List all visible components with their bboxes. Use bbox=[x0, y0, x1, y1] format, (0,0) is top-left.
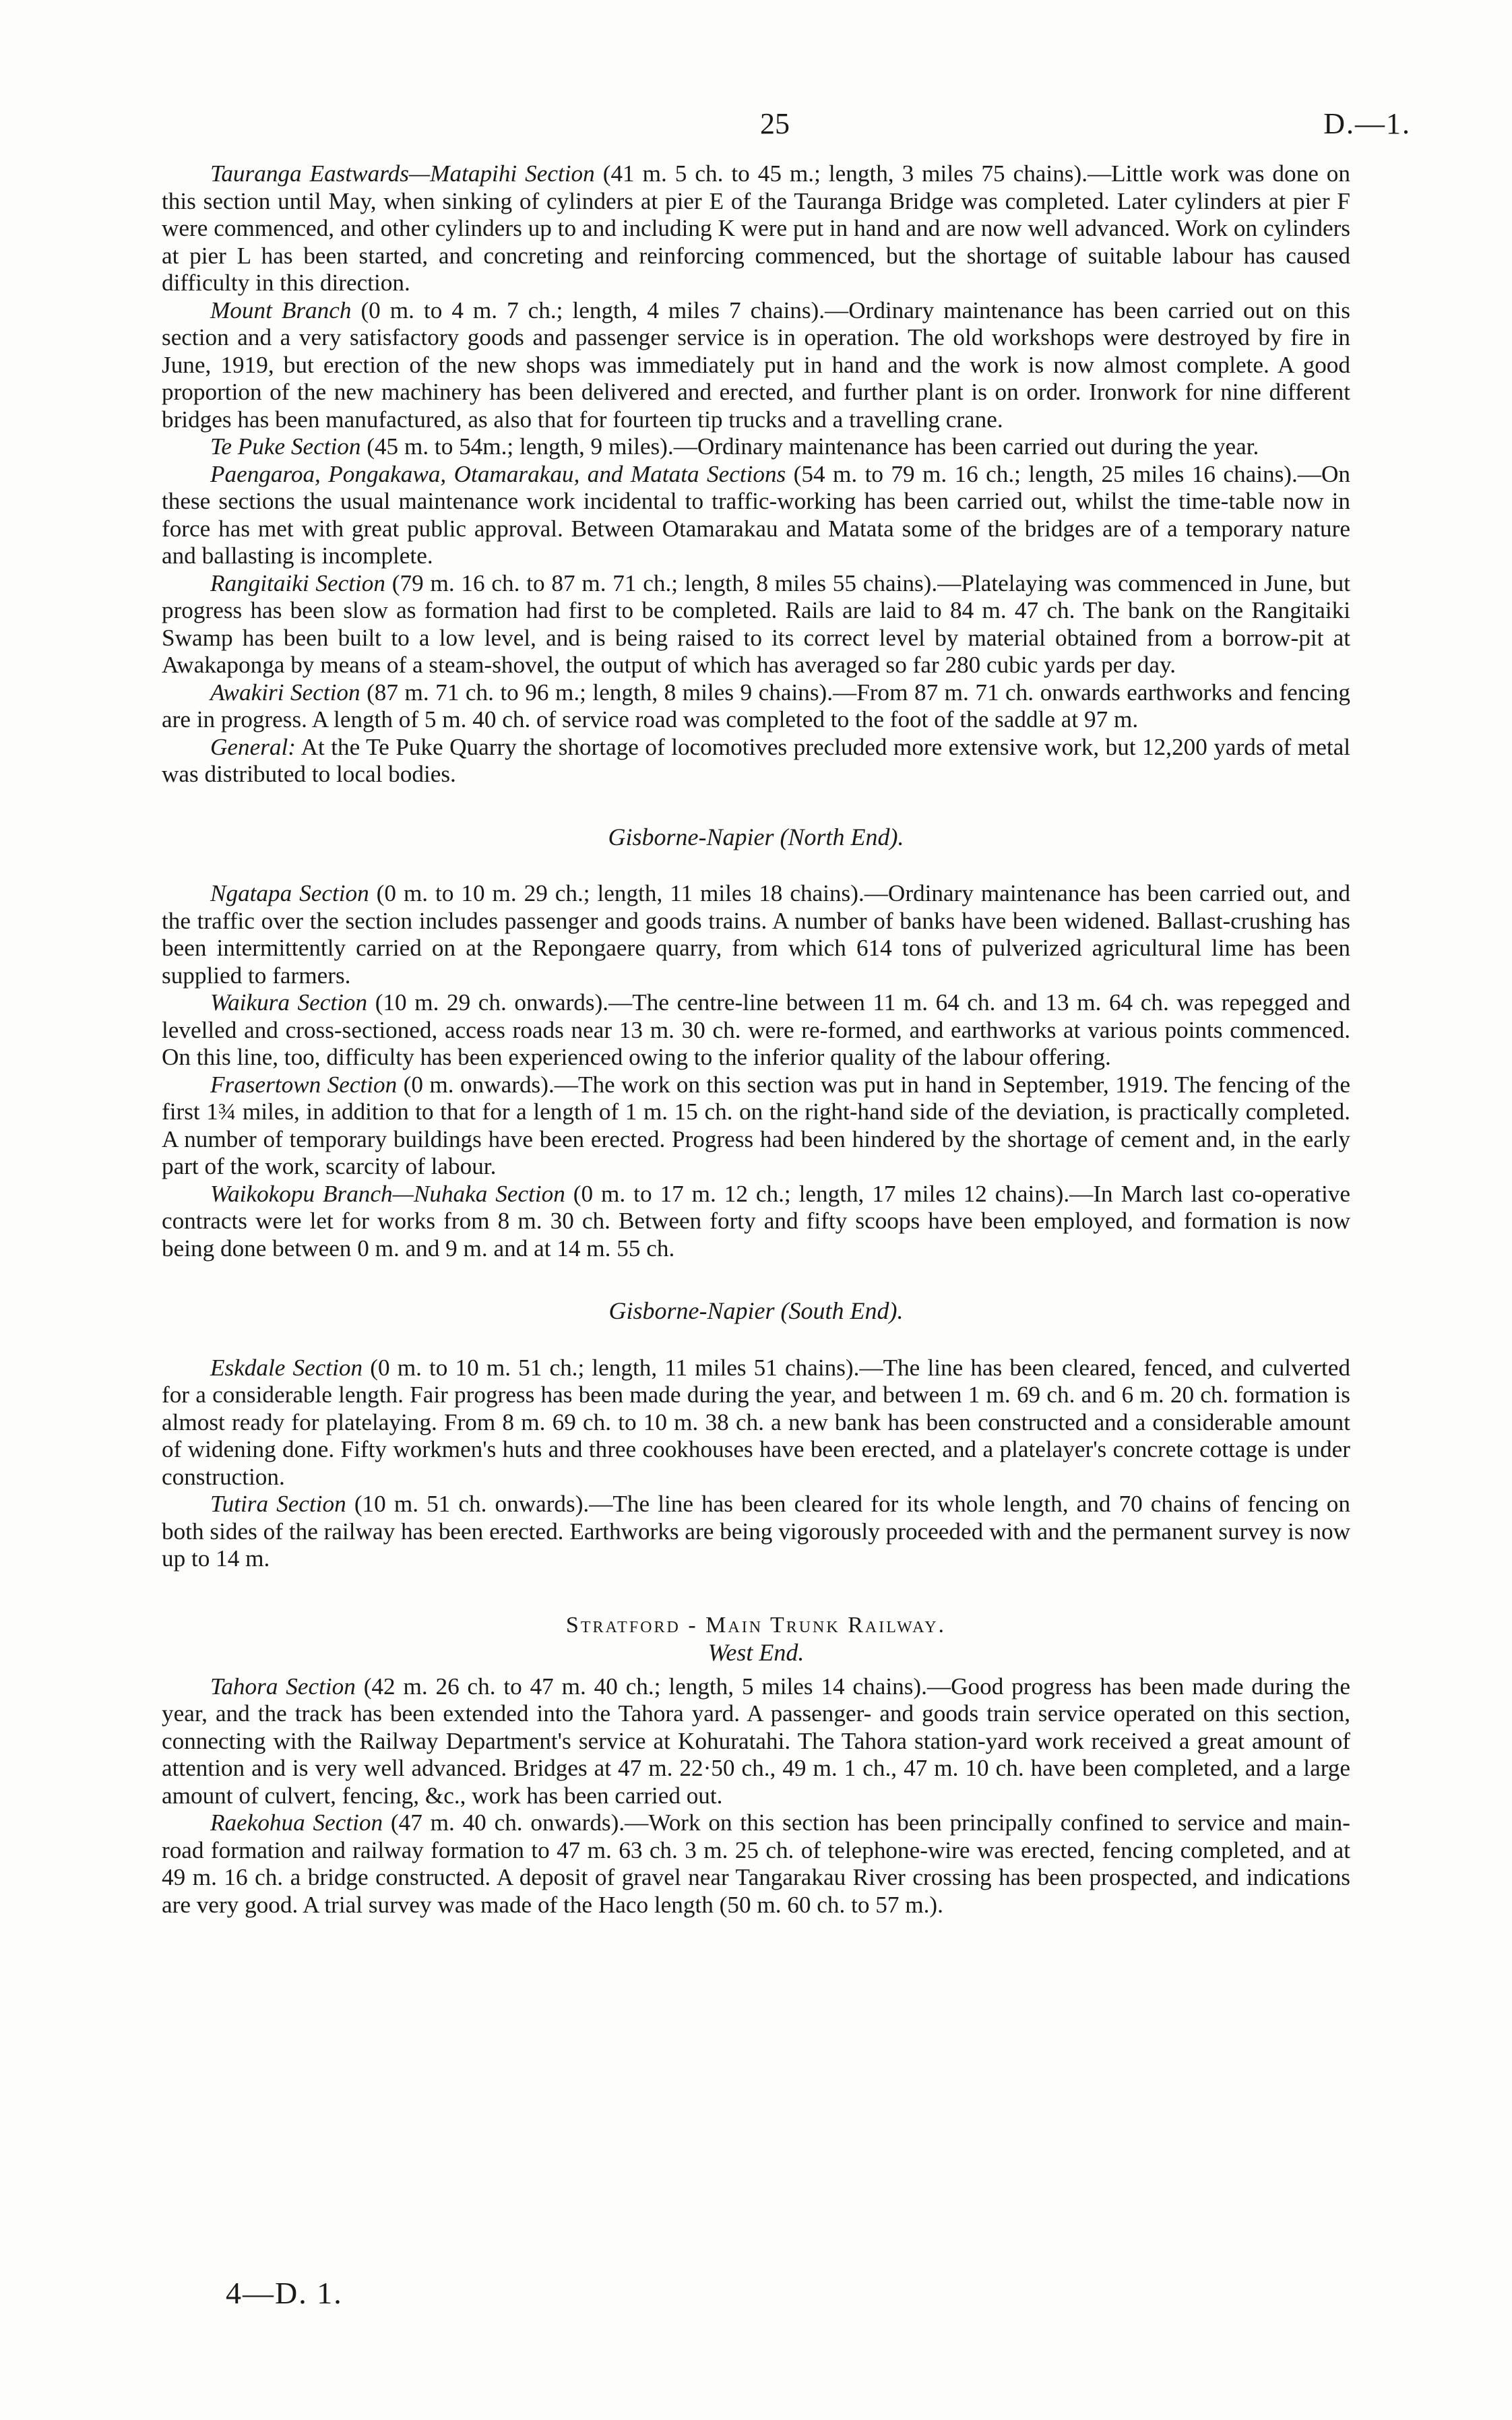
heading-gisborne-south: Gisborne-Napier (South End). bbox=[608, 1297, 904, 1324]
paragraph-text: (45 m. to 54m.; length, 9 miles).—Ordinary maintenance has been carried out during the year. bbox=[360, 433, 1259, 460]
section-title: Eskdale Section bbox=[210, 1354, 363, 1381]
section-title: Tutira Section bbox=[210, 1491, 346, 1517]
paragraph-text: (42 m. 26 ch. to 47 m. 40 ch.; length, 5 miles 14 chains).—Good progress has been made during the year, and the track has been extended into the Tahora yard. A passenger- and goods train service operated on this section, connecting with the Railway Department's service at Kohuratahi. The Tahora station-yard work received a great amount of attention and is very well advanced. Bridges at 47 m. 22·50 ch., 49 m. 1 ch., 47 m. 10 ch. have been completed, and a large amount of culvert, fencing, &c., work has been carried out. bbox=[162, 1673, 1351, 1809]
paragraph-rangitaiki bbox=[162, 570, 1350, 679]
section-title: Tahora Section bbox=[210, 1673, 356, 1700]
paragraph-frasertown bbox=[162, 1072, 1350, 1181]
paragraph-text: (0 m. to 10 m. 51 ch.; length, 11 miles 51 chains).—The line has been cleared, fenced, and culverted for a considerable length. Fair progress has been made during the year, and between 1 m. 69 ch. and 6 m. 20 ch. formation is almost ready for platelaying. From 8 m. 69 ch. to 10 m. 38 ch. a new bank has been constructed and a considerable amount of widening done. Fifty workmen's huts and three cookhouses have been erected, and a platelayer's concrete cottage is under construction. bbox=[162, 1354, 1350, 1490]
paragraph-tutira bbox=[162, 1491, 1350, 1573]
section-title: Awakiri Section bbox=[210, 679, 360, 706]
paragraph-text: (10 m. 29 ch. onwards).—The centre-line between 11 m. 64 ch. and 13 m. 64 ch. was repegged and levelled and cross-sectioned, access roads near 13 m. 30 ch. were re-formed, and earthworks at various points commenced. On this line, too, difficulty has been experienced owing to the inferior quality of the labour offering. bbox=[162, 989, 1351, 1070]
paragraph-text: (0 m. to 17 m. 12 ch.; length, 17 miles 12 chains).—In March last co-operative contracts were let for works from 8 m. 30 ch. Between forty and fifty scoops have been employed, and formation is now being done between 0 m. and 9 m. and at 14 m. 55 ch. bbox=[162, 1180, 1350, 1262]
paragraph-text: (79 m. 16 ch. to 87 m. 71 ch.; length, 8 miles 55 chains).—Platelaying was commenced in June, but progress has been slow as formation had first to be completed. Rails are laid to 84 m. 47 ch. The bank on the Rangitaiki Swamp has been built to a low level, and is being raised to its correct level by material obtained from a borrow-pit at Awakaponga by means of a steam-shovel, the output of which has averaged so far 280 cubic yards per day. bbox=[162, 569, 1350, 678]
paragraph-te-puke bbox=[162, 433, 1350, 461]
paragraph-ngatapa bbox=[162, 880, 1350, 989]
heading-gisborne-north: Gisborne-Napier (North End). bbox=[608, 823, 904, 850]
paragraph-paengaroa bbox=[162, 461, 1350, 570]
paragraph-text: (87 m. 71 ch. to 96 m.; length, 8 miles 9 chains).—From 87 m. 71 ch. onwards earthworks and fencing are in progress. A length of 5 m. 40 ch. of service road was completed to the foot of the saddle at 97 m. bbox=[162, 679, 1350, 733]
section-title: Frasertown Section bbox=[210, 1071, 398, 1098]
paragraph-raekohua bbox=[162, 1809, 1350, 1919]
paragraph-waikura bbox=[162, 989, 1350, 1072]
subheading-west-end: West End. bbox=[707, 1639, 805, 1666]
paragraph-awakiri bbox=[162, 679, 1350, 734]
paragraph-text: (0 m. to 4 m. 7 ch.; length, 4 miles 7 chains).—Ordinary maintenance has been carried out on this section and a very satisfactory goods and passenger service is in operation. The old workshops were destroyed by fire in June, 1919, but erection of the new shops was immediately put in hand and the work is now almost complete. A good proportion of the new machinery has been delivered and erected, and further plant is on order. Ironwork for nine different bridges has been manufactured, as also that for fourteen tip trucks and a travelling crane. bbox=[162, 297, 1350, 433]
paragraph-text: (10 m. 51 ch. onwards).—The line has been cleared for its whole length, and 70 chains of fencing on both sides of the railway has been erected. Earthworks are being vigorously proceeded with and the permanent survey is now up to 14 m. bbox=[162, 1491, 1350, 1572]
section-title: Tauranga Eastwards—Matapihi Section bbox=[210, 160, 595, 187]
section-title: Ngatapa Section bbox=[210, 880, 369, 906]
section-title: Waikura Section bbox=[210, 989, 368, 1016]
page-body bbox=[162, 160, 1350, 1919]
section-title: Rangitaiki Section bbox=[210, 569, 385, 596]
paragraph-text: At the Te Puke Quarry the shortage of locomotives precluded more extensive work, but 12,200 yards of metal was distributed to local bodies. bbox=[162, 733, 1350, 787]
section-title: Waikokopu Branch—Nuhaka Section bbox=[210, 1180, 565, 1207]
section-title: Raekohua Section bbox=[210, 1809, 383, 1836]
paragraph-text: (47 m. 40 ch. onwards).—Work on this section has been principally confined to service and main-road formation and railway formation to 47 m. 63 ch. 3 m. 25 ch. of telephone-wire was erected, fencing completed, and at 49 m. 16 ch. a bridge constructed. A deposit of gravel near Tangarakau River crossing has been prospected, and indications are very good. A trial survey was made of the Haco length (50 m. 60 ch. to 57 m.). bbox=[162, 1809, 1350, 1918]
paragraph-text: (41 m. 5 ch. to 45 m.; length, 3 miles 75 chains).—Little work was done on this section until May, when sinking of cylinders at pier E of the Tauranga Bridge was completed. Later cylinders at pier F were commenced, and other cylinders up to and including K were put in hand and are now well advanced. Work on cylinders at pier L has been started, and concreting and reinforcing commenced, but the shortage of suitable labour has caused difficulty in this direction. bbox=[162, 160, 1350, 296]
paragraph-text: (54 m. to 79 m. 16 ch.; length, 25 miles 16 chains).—On these sections the usual maintenance work incidental to traffic-working has been carried out, whilst the time-table now in force has met with great public approval. Between Otamarakau and Matata some of the bridges are of a temporary nature and ballasting is incomplete. bbox=[162, 460, 1350, 569]
paragraph-general bbox=[162, 734, 1350, 788]
paragraph-text: (0 m. to 10 m. 29 ch.; length, 11 miles 18 chains).—Ordinary maintenance has been carried out, and the traffic over the section includes passenger and goods trains. A number of banks have been widened. Ballast-crushing has been intermittently carried on at the Repongaere quarry, from which 614 tons of pulverized agricultural lime has been supplied to farmers. bbox=[162, 880, 1350, 989]
heading-stratford-main-trunk: Stratford - Main Trunk Railway. bbox=[565, 1612, 947, 1638]
document-reference: D.—1. bbox=[1323, 107, 1411, 140]
paragraph-waikokopu bbox=[162, 1181, 1350, 1263]
paragraph-text: (0 m. onwards).—The work on this section was put in hand in September, 1919. The fencing of the first 1¾ miles, in addition to that for a length of 1 m. 15 ch. on the right-hand side of the deviation, is practically completed. A number of temporary buildings have been erected. Progress had been hindered by the shortage of cement and, in the early part of the work, scarcity of labour. bbox=[162, 1071, 1350, 1179]
section-title: Paengaroa, Pongakawa, Otamarakau, and Matata Sections bbox=[210, 460, 786, 487]
paragraph-eskdale bbox=[162, 1355, 1350, 1491]
signature-mark: 4—D. 1. bbox=[226, 2276, 343, 2310]
section-title: General: bbox=[210, 733, 296, 760]
paragraph-tahora bbox=[162, 1673, 1350, 1810]
paragraph-tauranga-eastwards bbox=[162, 160, 1350, 297]
section-title: Te Puke Section bbox=[210, 433, 361, 460]
page-number: 25 bbox=[760, 107, 790, 140]
paragraph-mount-branch bbox=[162, 297, 1350, 434]
section-title: Mount Branch bbox=[210, 297, 352, 323]
